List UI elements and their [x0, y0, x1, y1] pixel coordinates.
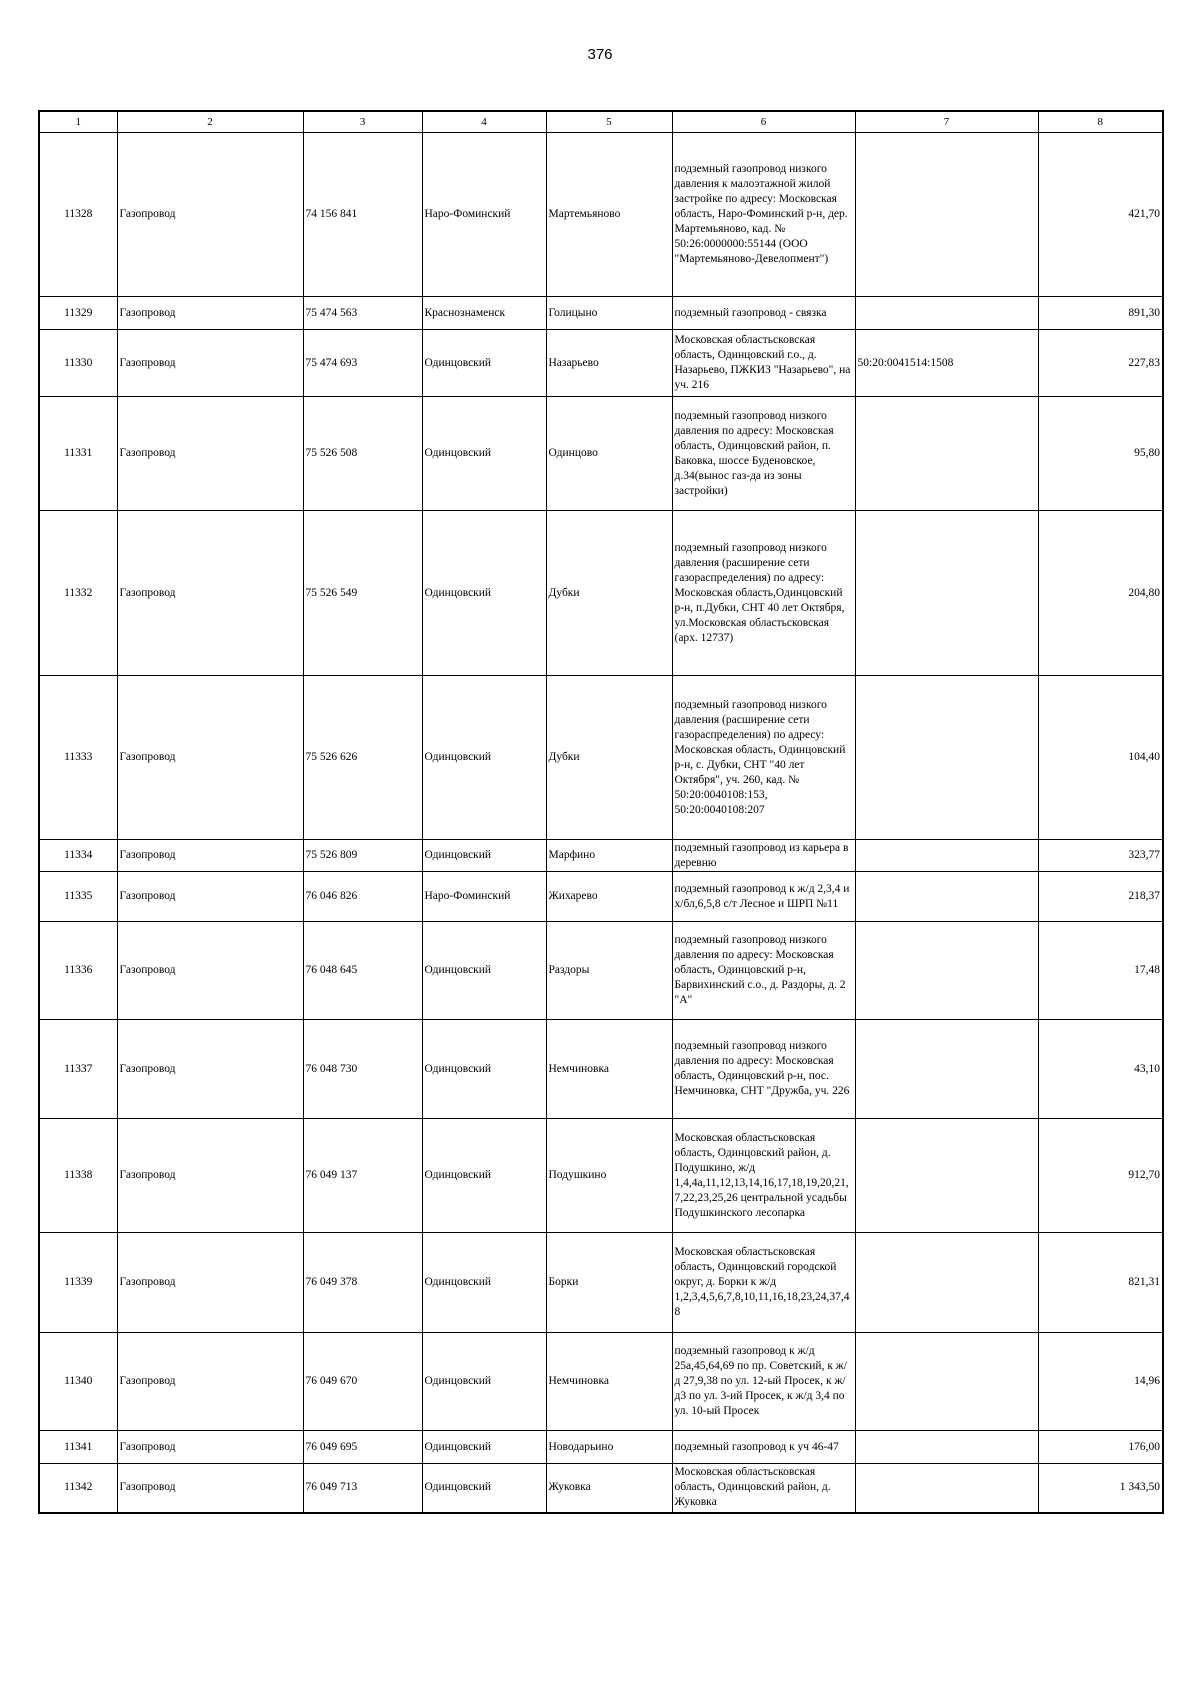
cell-cadastral-number	[855, 922, 1038, 1020]
cell-object-type: Газопровод	[117, 1233, 303, 1333]
cell-locality: Голицыно	[546, 297, 672, 330]
cell-description: подземный газопровод низкого давления по адресу: Московская область, Одинцовский район, п. Баковка, шоссе Буденовское, д.34(вынос газ-да из зоны застройки)	[672, 397, 855, 511]
cell-length: 912,70	[1038, 1119, 1163, 1233]
cell-district: Одинцовский	[422, 1464, 546, 1513]
cell-object-type: Газопровод	[117, 872, 303, 922]
cell-cadastral-number: 50:20:0041514:1508	[855, 330, 1038, 397]
header-cell-1: 1	[39, 111, 117, 133]
cell-cadastral-number	[855, 297, 1038, 330]
cell-object-number: 11330	[39, 330, 117, 397]
cell-cadastral-number	[855, 1333, 1038, 1431]
header-cell-6: 6	[672, 111, 855, 133]
cell-object-type: Газопровод	[117, 1020, 303, 1119]
table-row	[39, 1431, 1163, 1464]
cell-object-type: Газопровод	[117, 840, 303, 872]
cell-description: Московская областьсковская область, Одинцовский г.о., д. Назарьево, ПЖКИЗ "Назарьево", на уч. 216	[672, 330, 855, 397]
cell-cadastral-number	[855, 133, 1038, 297]
cell-object-code: 76 049 137	[303, 1119, 422, 1233]
cell-object-number: 11336	[39, 922, 117, 1020]
cell-object-type: Газопровод	[117, 133, 303, 297]
cell-description: Московская областьсковская область, Одинцовский городской округ, д. Борки к ж/д 1,2,3,4,5,6,7,8,10,11,16,18,23,24,37,48	[672, 1233, 855, 1333]
cell-district: Одинцовский	[422, 922, 546, 1020]
cell-object-type: Газопровод	[117, 511, 303, 676]
header-cell-5: 5	[546, 111, 672, 133]
cell-cadastral-number	[855, 840, 1038, 872]
cell-district: Одинцовский	[422, 1333, 546, 1431]
cell-object-code: 76 049 378	[303, 1233, 422, 1333]
table-row	[39, 1119, 1163, 1233]
table-row	[39, 840, 1163, 872]
cell-cadastral-number	[855, 1020, 1038, 1119]
cell-district: Одинцовский	[422, 1020, 546, 1119]
cell-locality: Одинцово	[546, 397, 672, 511]
cell-district: Одинцовский	[422, 1233, 546, 1333]
cell-object-type: Газопровод	[117, 297, 303, 330]
cell-description: подземный газопровод к ж/д 25а,45,64,69 по пр. Советский, к ж/д 27,9,38 по ул. 12-ый Просек, к ж/д3 по ул. 3-ий Просек, к ж/д 3,4 по ул. 10-ый Просек	[672, 1333, 855, 1431]
cell-length: 1 343,50	[1038, 1464, 1163, 1513]
cell-length: 218,37	[1038, 872, 1163, 922]
cell-object-code: 76 049 695	[303, 1431, 422, 1464]
table-row	[39, 397, 1163, 511]
table-row	[39, 1233, 1163, 1333]
table-row	[39, 1464, 1163, 1513]
cell-object-code: 76 049 670	[303, 1333, 422, 1431]
table-row	[39, 297, 1163, 330]
cell-locality: Борки	[546, 1233, 672, 1333]
cell-description: подземный газопровод к уч 46-47	[672, 1431, 855, 1464]
cell-object-type: Газопровод	[117, 330, 303, 397]
cell-object-number: 11332	[39, 511, 117, 676]
cell-cadastral-number	[855, 676, 1038, 840]
cell-description: Московская областьсковская область, Одинцовский район, д. Жуковка	[672, 1464, 855, 1513]
cell-object-code: 74 156 841	[303, 133, 422, 297]
cell-object-number: 11335	[39, 872, 117, 922]
table-row	[39, 922, 1163, 1020]
cell-object-type: Газопровод	[117, 1431, 303, 1464]
gas-pipeline-register-table	[38, 110, 1164, 1514]
cell-object-number: 11339	[39, 1233, 117, 1333]
cell-object-code: 75 474 693	[303, 330, 422, 397]
cell-district: Одинцовский	[422, 1119, 546, 1233]
header-cell-4: 4	[422, 111, 546, 133]
cell-description: подземный газопровод к ж/д 2,3,4 и х/бл,6,5,8 с/т Лесное и ШРП №11	[672, 872, 855, 922]
header-cell-3: 3	[303, 111, 422, 133]
cell-locality: Марфино	[546, 840, 672, 872]
cell-object-code: 76 048 645	[303, 922, 422, 1020]
cell-object-number: 11341	[39, 1431, 117, 1464]
cell-length: 176,00	[1038, 1431, 1163, 1464]
header-cell-8: 8	[1038, 111, 1163, 133]
cell-description: подземный газопровод низкого давления к малоэтажной жилой застройке по адресу: Московская область, Наро-Фоминский р-н, дер. Мартемьяново, кад. № 50:26:0000000:55144 (ООО "Мартемьяново-Девелопмент")	[672, 133, 855, 297]
cell-object-code: 75 526 809	[303, 840, 422, 872]
cell-object-code: 75 526 549	[303, 511, 422, 676]
cell-object-number: 11340	[39, 1333, 117, 1431]
cell-cadastral-number	[855, 1464, 1038, 1513]
cell-description: подземный газопровод из карьера в деревню	[672, 840, 855, 872]
cell-cadastral-number	[855, 1233, 1038, 1333]
cell-length: 95,80	[1038, 397, 1163, 511]
cell-object-code: 76 048 730	[303, 1020, 422, 1119]
cell-object-number: 11329	[39, 297, 117, 330]
cell-locality: Новодарьино	[546, 1431, 672, 1464]
cell-district: Одинцовский	[422, 676, 546, 840]
table-row	[39, 511, 1163, 676]
cell-length: 104,40	[1038, 676, 1163, 840]
cell-locality: Дубки	[546, 511, 672, 676]
cell-locality: Раздоры	[546, 922, 672, 1020]
cell-object-number: 11333	[39, 676, 117, 840]
cell-object-type: Газопровод	[117, 1464, 303, 1513]
cell-district: Одинцовский	[422, 397, 546, 511]
cell-length: 821,31	[1038, 1233, 1163, 1333]
cell-object-code: 75 474 563	[303, 297, 422, 330]
table-row	[39, 872, 1163, 922]
cell-object-type: Газопровод	[117, 397, 303, 511]
page-number: 376	[587, 46, 613, 63]
cell-object-number: 11342	[39, 1464, 117, 1513]
cell-length: 204,80	[1038, 511, 1163, 676]
cell-length: 43,10	[1038, 1020, 1163, 1119]
cell-description: подземный газопровод - связка	[672, 297, 855, 330]
header-cell-7: 7	[855, 111, 1038, 133]
cell-district: Наро-Фоминский	[422, 872, 546, 922]
cell-locality: Жуковка	[546, 1464, 672, 1513]
table-body	[39, 133, 1163, 1513]
cell-district: Краснознаменск	[422, 297, 546, 330]
table-row	[39, 133, 1163, 297]
table-header	[39, 111, 1163, 133]
cell-district: Одинцовский	[422, 330, 546, 397]
cell-cadastral-number	[855, 872, 1038, 922]
table-row	[39, 1333, 1163, 1431]
cell-object-code: 76 049 713	[303, 1464, 422, 1513]
cell-length: 14,96	[1038, 1333, 1163, 1431]
cell-cadastral-number	[855, 1119, 1038, 1233]
cell-length: 17,48	[1038, 922, 1163, 1020]
cell-length: 421,70	[1038, 133, 1163, 297]
cell-locality: Дубки	[546, 676, 672, 840]
cell-description: Московская областьсковская область, Одинцовский район, д. Подушкино, ж/д 1,4,4а,11,12,13,14,16,17,18,19,20,21,7,22,23,25,26 центральной усадьбы Подушкинского лесопарка	[672, 1119, 855, 1233]
header-cell-2: 2	[117, 111, 303, 133]
cell-object-number: 11338	[39, 1119, 117, 1233]
table-row	[39, 1020, 1163, 1119]
cell-object-number: 11331	[39, 397, 117, 511]
cell-locality: Назарьево	[546, 330, 672, 397]
cell-object-type: Газопровод	[117, 1333, 303, 1431]
cell-length: 227,83	[1038, 330, 1163, 397]
cell-object-type: Газопровод	[117, 676, 303, 840]
cell-locality: Немчиновка	[546, 1020, 672, 1119]
cell-object-type: Газопровод	[117, 922, 303, 1020]
cell-object-number: 11328	[39, 133, 117, 297]
cell-locality: Жихарево	[546, 872, 672, 922]
cell-object-number: 11337	[39, 1020, 117, 1119]
cell-locality: Подушкино	[546, 1119, 672, 1233]
cell-length: 891,30	[1038, 297, 1163, 330]
cell-object-number: 11334	[39, 840, 117, 872]
cell-locality: Мартемьяново	[546, 133, 672, 297]
cell-district: Одинцовский	[422, 840, 546, 872]
cell-description: подземный газопровод низкого давления (расширение сети газораспределения) по адресу: Московская область,Одинцовский р-н, п.Дубки, СНТ 40 лет Октября, ул.Московская областьсковская (арх. 12737)	[672, 511, 855, 676]
cell-district: Одинцовский	[422, 1431, 546, 1464]
cell-length: 323,77	[1038, 840, 1163, 872]
cell-description: подземный газопровод низкого давления по адресу: Московская область, Одинцовский р-н, Барвихинский с.о., д. Раздоры, д. 2 "А"	[672, 922, 855, 1020]
cell-locality: Немчиновка	[546, 1333, 672, 1431]
cell-object-type: Газопровод	[117, 1119, 303, 1233]
cell-district: Одинцовский	[422, 511, 546, 676]
cell-cadastral-number	[855, 511, 1038, 676]
cell-cadastral-number	[855, 1431, 1038, 1464]
table-row	[39, 676, 1163, 840]
cell-object-code: 76 046 826	[303, 872, 422, 922]
header-row	[39, 111, 1163, 133]
cell-cadastral-number	[855, 397, 1038, 511]
cell-description: подземный газопровод низкого давления по адресу: Московская область, Одинцовский р-н, пос. Немчиновка, СНТ "Дружба, уч. 226	[672, 1020, 855, 1119]
table-row	[39, 330, 1163, 397]
cell-description: подземный газопровод низкого давления (расширение сети газораспределения) по адресу: Московская область, Одинцовский р-н, с. Дубки, СНТ "40 лет Октября", уч. 260, кад. № 50:20:0040108:153, 50:20:0040108:207	[672, 676, 855, 840]
cell-district: Наро-Фоминский	[422, 133, 546, 297]
cell-object-code: 75 526 626	[303, 676, 422, 840]
cell-object-code: 75 526 508	[303, 397, 422, 511]
